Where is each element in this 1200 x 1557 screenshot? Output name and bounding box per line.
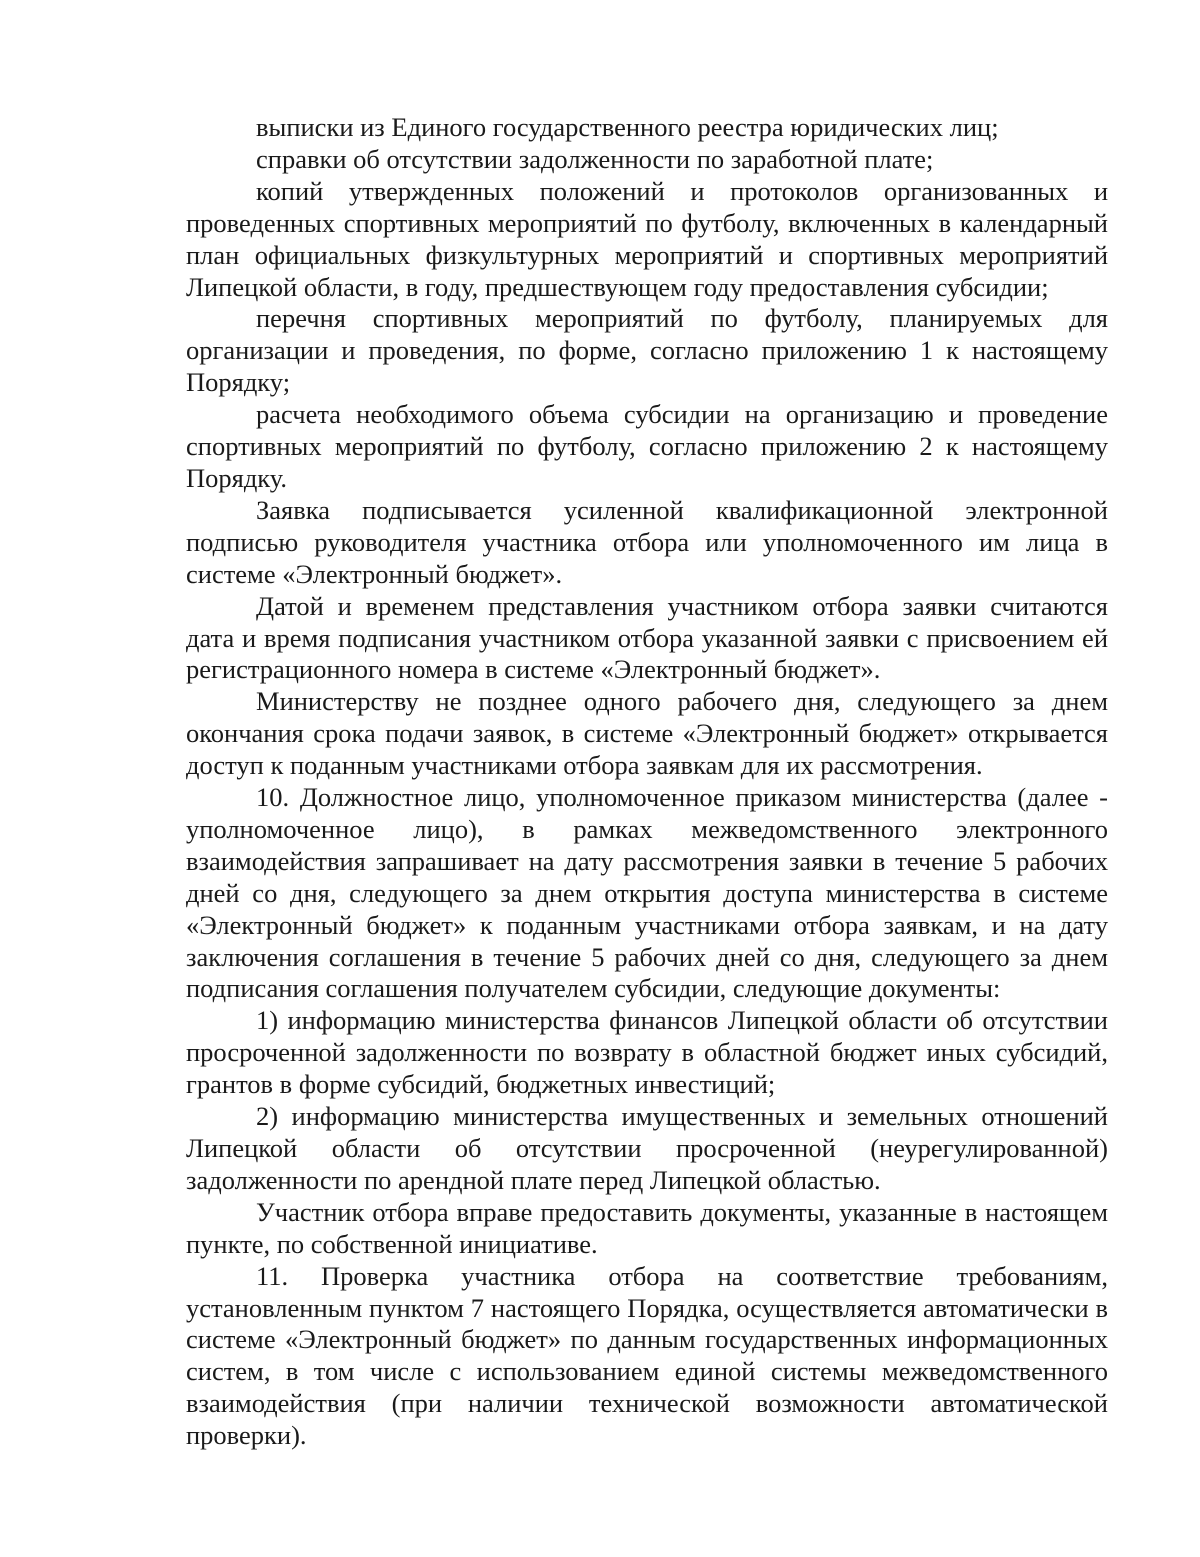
paragraph-salary-debt-certificate: справки об отсутствии задолженности по заработной плате; [256,143,934,174]
paragraph-ministry-access: Министерству не позднее одного рабочего дня, следующего за днем окончания срока подачи заявок, в системе «Электронный бюджет» открывается доступ к поданным участниками отбора заявкам для их рассмотрения. [186,686,1108,781]
paragraph-application-signature: Заявка подписывается усиленной квалификационной электронной подписью руководителя участника отбора или уполномоченного им лица в системе «Электронный бюджет». [186,494,1108,589]
paragraph-egrul-extract: выписки из Единого государственного реестра юридических лиц; [256,112,999,142]
paragraph-own-initiative: Участник отбора вправе предоставить документы, указанные в настоящем пункте, по собственной инициативе. [186,1196,1108,1259]
paragraph-item-10: 10. Должностное лицо, уполномоченное приказом министерства (далее - уполномоченное лицо), в рамках межведомственного электронного взаимодействия запрашивает на дату рассмотрения заявки в течение 5 рабочих дней со дня, следующего за днем открытия доступа министерства в системе «Электронный бюджет» к поданным участниками отбора заявкам, и на дату заключения соглашения в течение 5 рабочих дней со дня, следующего за днем подписания соглашения получателем субсидии, следующие документы: [186,782,1108,1004]
paragraph-submission-date: Датой и временем представления участником отбора заявки считаются дата и время подписания участником отбора указанной заявки с присвоением ей регистрационного номера в системе «Электронный бюджет». [186,590,1108,685]
paragraph-event-regulations-copies: копий утвержденных положений и протоколов организованных и проведенных спортивных мероприятий по футболу, включенных в календарный план официальных физкультурных мероприятий и спортивных мероприятий Липецкой области, в году, предшествующем году предоставления субсидии; [186,175,1108,302]
paragraph-item-10-2: 2) информацию министерства имущественных и земельных отношений Липецкой области об отсутствии просроченной (неурегулированной) задолженности по арендной плате перед Липецкой областью. [186,1101,1108,1195]
paragraph-item-10-1: 1) информацию министерства финансов Липецкой области об отсутствии просроченной задолженности по возврату в областной бюджет иных субсидий, грантов в форме субсидий, бюджетных инвестиций; [186,1005,1108,1100]
paragraph-planned-events-list: перечня спортивных мероприятий по футболу, планируемых для организации и проведения, по форме, согласно приложению 1 к настоящему Порядку; [186,303,1108,398]
paragraph-item-11: 11. Проверка участника отбора на соответствие требованиям, установленным пунктом 7 настоящего Порядка, осуществляется автоматически в системе «Электронный бюджет» по данным государственных информационных систем, в том числе с использованием единой системы межведомственного взаимодействия (при наличии технической возможности автоматической проверки). [186,1260,1108,1451]
document-body [186,112,1108,1452]
paragraph-subsidy-calculation: расчета необходимого объема субсидии на организацию и проведение спортивных мероприятий по футболу, согласно приложению 2 к настоящему Порядку. [186,399,1108,493]
